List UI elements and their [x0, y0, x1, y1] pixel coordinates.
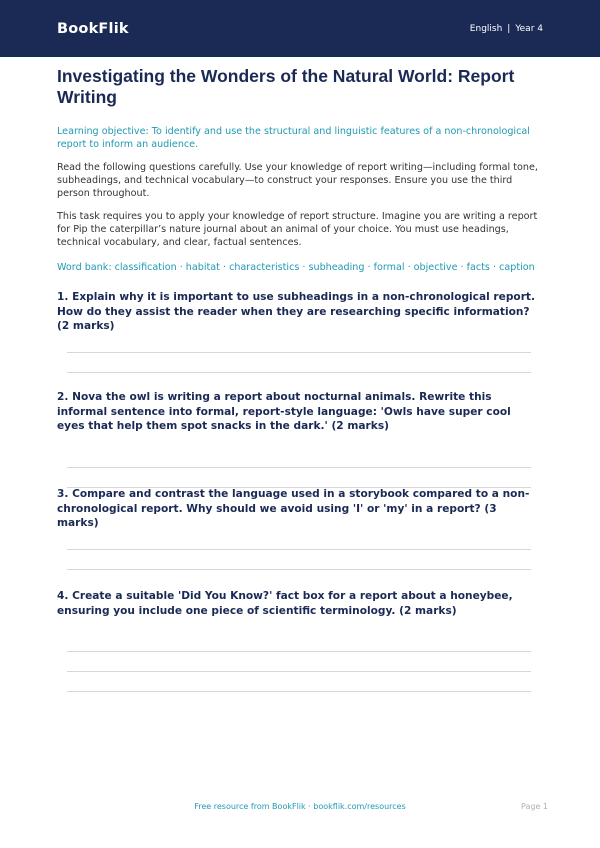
instructions-paragraph-1: Read the following questions carefully. Use your knowledge of report writing—including formal tone, subheadings, and technical vocabulary—to construct your responses. Ensure you use the third person throughout.	[57, 162, 538, 199]
question-text: 1. Explain why it is important to use subheadings in a non-chronological report. How do they assist the reader when they are researching specific information? (2 marks)	[57, 291, 536, 332]
separator: |	[507, 23, 511, 34]
worksheet-intro	[57, 66, 545, 274]
subject-year-label	[470, 24, 543, 34]
answer-line[interactable]	[67, 549, 531, 550]
answer-line[interactable]	[67, 569, 531, 570]
answer-line[interactable]	[67, 671, 531, 672]
instructions-paragraph-2: This task requires you to apply your knowledge of report structure. Imagine you are writing a report for Pip the caterpillar’s nature journal about an animal of your choice. You must use headings, technical vocabulary, and clear, factual sentences.	[57, 211, 538, 248]
answer-line[interactable]	[67, 352, 531, 353]
page-title: Investigating the Wonders of the Natural World: Report Writing	[57, 66, 515, 107]
answer-line[interactable]	[67, 467, 531, 468]
brand-logo: BookFlik	[57, 20, 129, 37]
page-header	[0, 0, 600, 57]
question-3	[57, 487, 537, 531]
footer-credit-link[interactable]: Free resource from BookFlik · bookflik.com/resources	[194, 802, 406, 811]
answer-line[interactable]	[67, 372, 531, 373]
question-4	[57, 589, 537, 618]
learning-objective: Learning objective: To identify and use the structural and linguistic features of a non-chronological report to inform an audience.	[57, 126, 530, 150]
question-text: 3. Compare and contrast the language used in a storybook compared to a non-chronological report. Why should we avoid using 'I' or 'my' in a report? (3 marks)	[57, 488, 530, 529]
answer-line[interactable]	[67, 651, 531, 652]
question-text: 2. Nova the owl is writing a report about nocturnal animals. Rewrite this informal sentence into formal, report-style language: 'Owls have super cool eyes that help them spot snacks in the dark.' (2 marks)	[57, 391, 511, 432]
year-label: Year 4	[515, 23, 543, 34]
answer-line[interactable]	[67, 691, 531, 692]
word-bank: Word bank: classification · habitat · characteristics · subheading · formal · objective · facts · caption	[57, 262, 535, 273]
question-2	[57, 390, 537, 434]
page-number: Page 1	[521, 802, 548, 811]
question-text: 4. Create a suitable 'Did You Know?' fact box for a report about a honeybee, ensuring you include one piece of scientific terminology. (2 marks)	[57, 590, 513, 617]
question-1	[57, 290, 537, 334]
subject-label: English	[469, 23, 503, 34]
